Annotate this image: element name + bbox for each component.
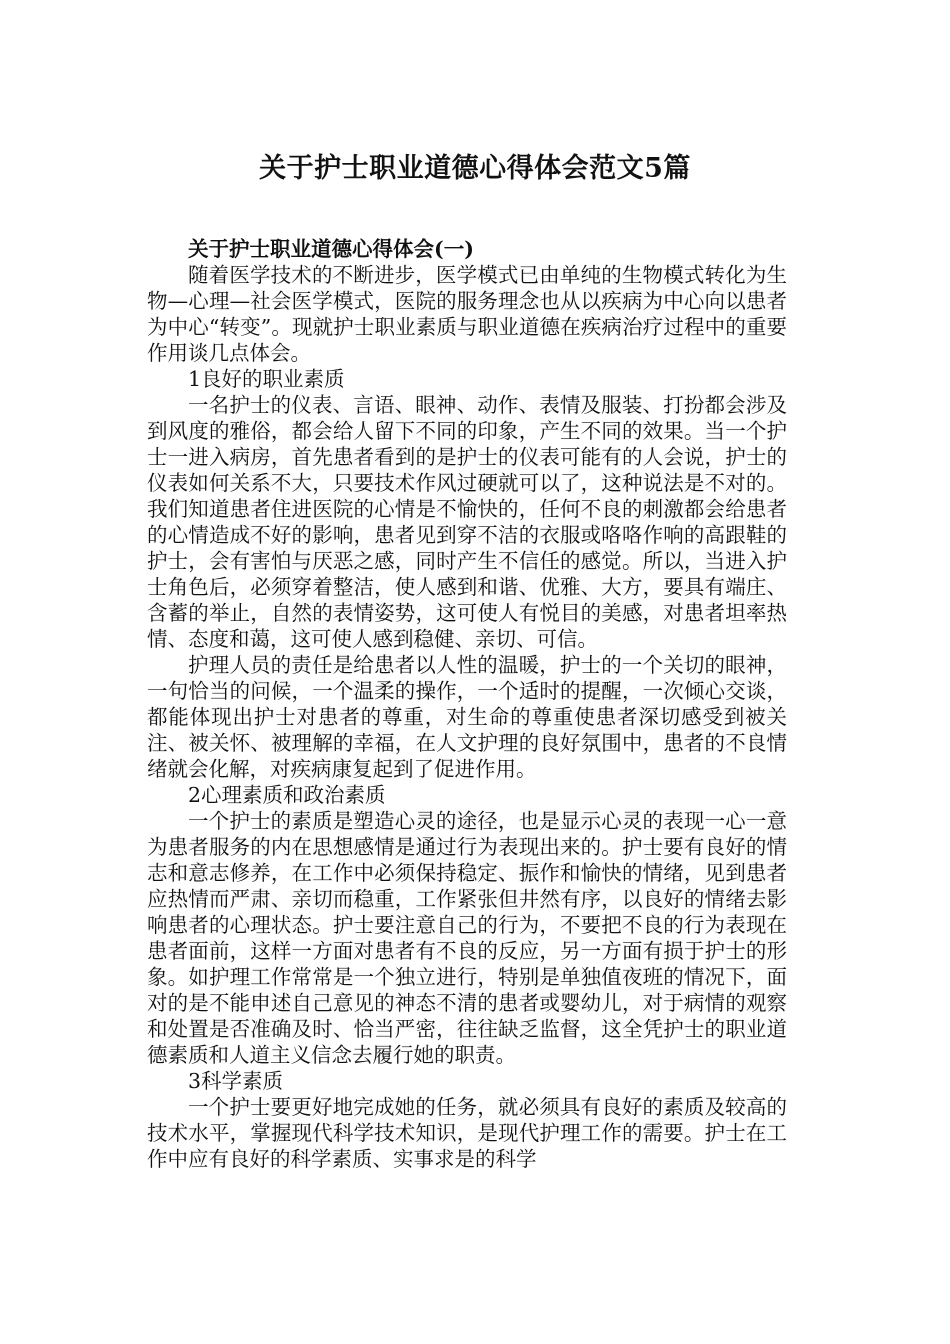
paragraph-3: 一个护士要更好地完成她的任务，就必须具有良好的素质及较高的技术水平，掌握现代科学技术知识，是现代护理工作的需要。护士在工作中应有良好的科学素质、实事求是的科学 [147, 1095, 787, 1171]
paragraph-1b: 护理人员的责任是给患者以人性的温暖，护士的一个关切的眼神，一句恰当的问候，一个温柔的操作，一个适时的提醒，一次倾心交谈，都能体现出护士对患者的尊重，对生命的尊重使患者深切感受到被关注、被关怀、被理解的幸福，在人文护理的良好氛围中，患者的不良情绪就会化解，对疾病康复起到了促进作用。 [147, 653, 787, 781]
heading-2: 2心理素质和政治素质 [188, 783, 386, 807]
paragraph-2: 一个护士的素质是塑造心灵的途径，也是显示心灵的表现一心一意为患者服务的内在思想感情是通过行为表现出来的。护士要有良好的情志和意志修养，在工作中必须保持稳定、振作和愉快的情绪，见到患者应热情而严肃、亲切而稳重，工作紧张但井然有序，以良好的情绪去影响患者的心理状态。护士要注意自己的行为，不要把不良的行为表现在患者面前，这样一方面对患者有不良的反应，另一方面有损于护士的形象。如护理工作常常是一个独立进行，特别是单独值夜班的情况下，面对的是不能申述自己意见的神态不清的患者或婴幼儿，对于病情的观察和处置是否准确及时、恰当严密，往往缺乏监督，这全凭护士的职业道德素质和人道主义信念去履行她的职责。 [147, 809, 787, 1067]
paragraph-intro: 随着医学技术的不断进步，医学模式已由单纯的生物模式转化为生物—心理—社会医学模式，医院的服务理念也从以疾病为中心向以患者为中心“转变”。现就护士职业素质与职业道德在疾病治疗过程中的重要作用谈几点体会。 [147, 263, 787, 365]
document-title: 关于护士职业道德心得体会范文5篇 [259, 153, 691, 184]
document-body [147, 236, 787, 1172]
heading-1: 1良好的职业素质 [188, 367, 345, 391]
paragraph-1a: 一名护士的仪表、言语、眼神、动作、表情及服装、打扮都会涉及到风度的雅俗，都会给人留下不同的印象，产生不同的效果。当一个护士一进入病房，首先患者看到的是护士的仪表可能有的人会说，护士的仪表如何关系不大，只要技术作风过硬就可以了，这种说法是不对的。我们知道患者住进医院的心情是不愉快的，任何不良的刺激都会给患者的心情造成不好的影响，患者见到穿不洁的衣服或咯咯作响的高跟鞋的护士，会有害怕与厌恶之感，同时产生不信任的感觉。所以，当进入护士角色后，必须穿着整洁，使人感到和谐、优雅、大方，要具有端庄、含蓄的举止，自然的表情姿势，这可使人有悦目的美感，对患者坦率热情、态度和蔼，这可使人感到稳健、亲切、可信。 [147, 393, 787, 651]
heading-3: 3科学素质 [188, 1069, 284, 1093]
section-title: 关于护士职业道德心得体会(一) [188, 237, 474, 261]
